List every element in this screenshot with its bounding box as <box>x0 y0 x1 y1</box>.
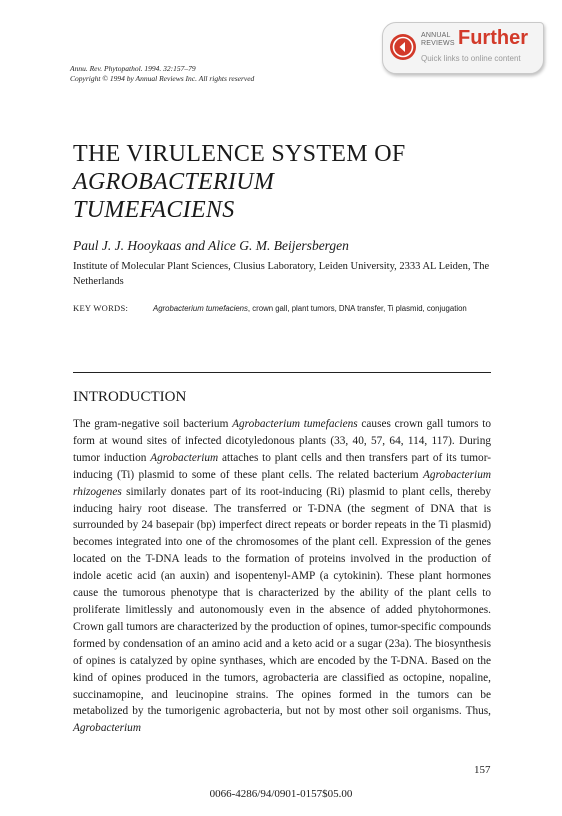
italic-term: Agrobacterium rhizogenes <box>73 468 491 498</box>
title-line-1: THE VIRULENCE SYSTEM OF <box>73 141 406 167</box>
keywords-list <box>153 302 483 315</box>
badge-quick-links-label: Quick links to online content <box>421 54 521 63</box>
title-line-3: TUMEFACIENS <box>73 197 235 223</box>
body-text-run: attaches to plant cells and then transfers part of its tumor-inducing (Ti) plasmid to some of these plant cells. The related bacterium <box>73 451 492 481</box>
authors: Paul J. J. Hooykaas and Alice G. M. Beijersbergen <box>73 238 349 253</box>
section-divider <box>73 372 491 373</box>
affiliation: Institute of Molecular Plant Sciences, Clusius Laboratory, Leiden University, 2333 AL Leiden, The Netherlands <box>73 261 490 287</box>
badge-reviews-label: REVIEWS <box>421 40 455 47</box>
page-number: 157 <box>474 764 491 776</box>
body-text-run: causes crown gall tumors to form at wound sites of infected dicotyledonous plants (33, 40, 57, 64, 114, 117). During tumor induction <box>73 418 491 464</box>
annual-reviews-further-badge[interactable] <box>382 22 544 74</box>
badge-annual-label: ANNUAL <box>421 32 451 39</box>
italic-term: Agrobacterium tumefaciens <box>232 418 358 430</box>
citation-journal: Annu. Rev. Phytopathol. 1994. 32:157–79 <box>70 64 196 73</box>
keywords-label: KEY WORDS: <box>73 303 129 313</box>
badge-further-label: Further <box>458 27 528 49</box>
italic-term: Agrobacterium <box>150 451 219 464</box>
footer-code: 0066-4286/94/0901-0157$05.00 <box>209 788 353 800</box>
citation-copyright: Copyright © 1994 by Annual Reviews Inc. All rights reserved <box>70 74 255 83</box>
keywords-italic: Agrobacterium tumefaciens <box>153 304 248 313</box>
introduction-paragraph <box>73 416 491 737</box>
body-text-run: The gram-negative soil bacterium <box>73 418 233 430</box>
section-heading-introduction: INTRODUCTION <box>73 389 187 405</box>
citation-header <box>70 64 254 84</box>
play-arrow-icon <box>389 33 417 61</box>
article-title <box>73 140 405 224</box>
title-line-2: AGROBACTERIUM <box>73 169 275 195</box>
italic-term: Agrobacterium <box>73 722 141 735</box>
body-text-run: similarly donates part of its root-inducing (Ri) plasmid to plant cells, thereby inducing hairy root disease. The transferred or T-DNA (the segment of DNA that is surrounded by 24 basepair (bp) imperfect direct repeats or border repeats in the Ti plasmid) becomes integrated into one of the chromosomes of the plant cell. Expression of the genes located on the T-DNA leads to the formation of proteins involved in the production of indole acetic acid (an auxin) and isopentenyl-AMP (a cytokinin). These plant hormones cause the tumorous phenotype that is characterized by the ability of the plant cells to proliferate limitlessly and autonomously even in the absence of added phytohormones. Crown gall tumors are characterized by the production of opines, tumor-specific compounds formed by condensation of an amino acid and a keto acid or a sugar (23a). The biosynthesis of opines is catalyzed by opine synthases, which are encoded by the T-DNA. Based on the kind of opines produced in the tumors, agrobacteria are classified as octopine, nopaline, succinamopine, and leucinopine strains. The opines formed in the tumors can be metabolized by the tumorigenic agrobacteria, but not by most other soil organisms. Thus, <box>73 485 491 718</box>
keywords-rest: , crown gall, plant tumors, DNA transfer, Ti plasmid, conjugation <box>247 304 467 313</box>
